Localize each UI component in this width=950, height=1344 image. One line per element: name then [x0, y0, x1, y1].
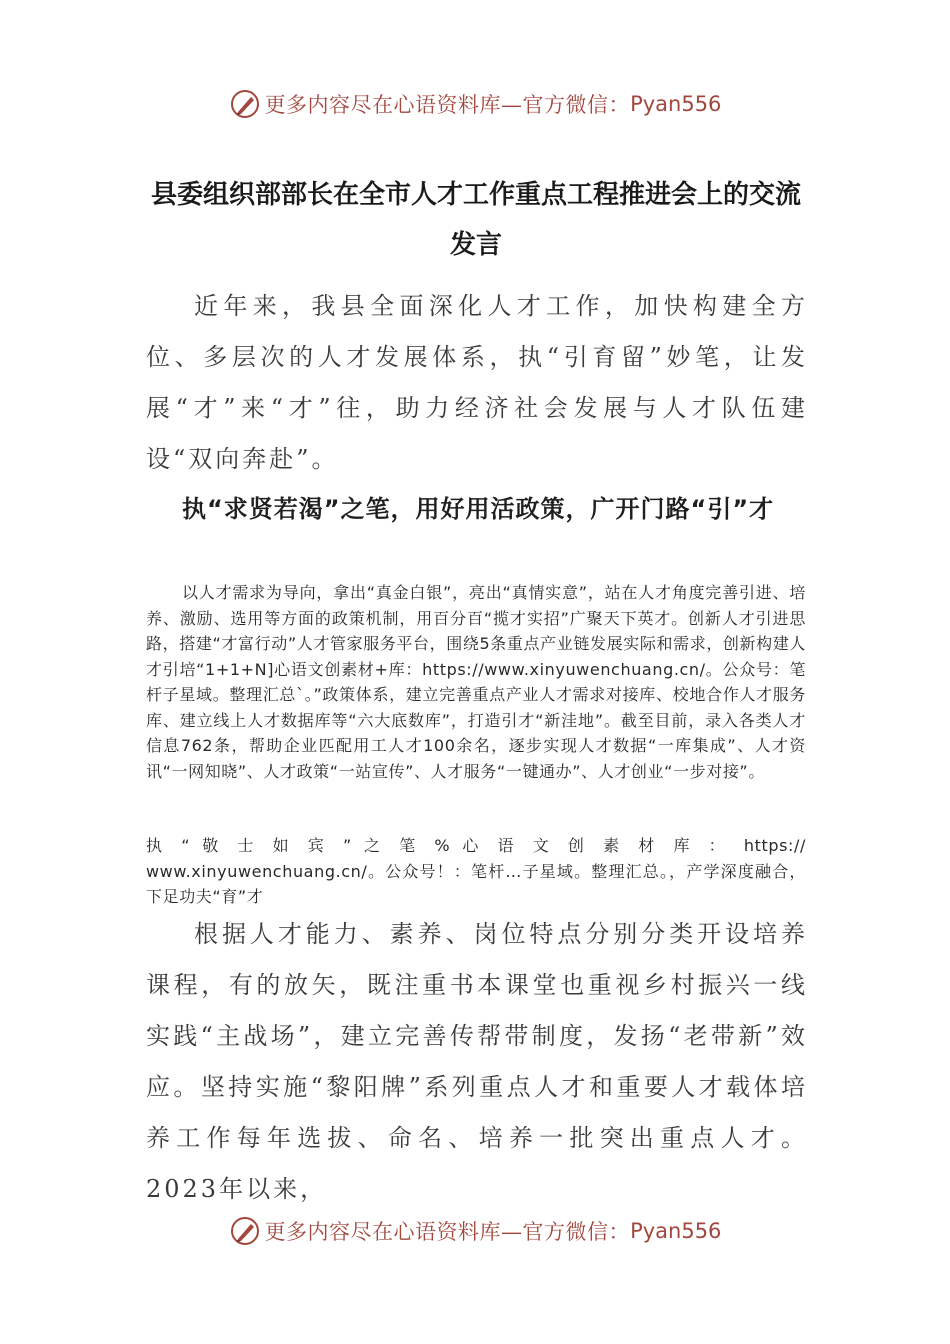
document-title-line-1: 县委组织部部长在全市人才工作重点工程推进会上的交流 [150, 180, 801, 210]
banner-text: 更多内容尽在心语资料库—官方微信： [264, 93, 631, 117]
footer-watermark-banner [0, 1211, 950, 1251]
pen-circle-icon [229, 88, 261, 120]
banner-wechat-id: Pyan556 [630, 92, 722, 116]
section-2-body: 根据人才能力、素养、岗位特点分别分类开设培养课程，有的放矢，既注重书本课堂也重视乡村振兴一线实践“主战场”，建立完善传帮带制度，发扬“老带新”效应。坚持实施“黎阳牌”系列重点人才和重要人才载体培养工作每年选拔、命名、培养一批突出重点人才。2023年以来， [146, 920, 808, 1203]
document-title-line-2: 发言 [449, 230, 502, 260]
section-1-heading: 执“求贤若渴”之笔，用好用活政策，广开门路“引”才 [182, 495, 775, 523]
header-watermark-banner [0, 84, 950, 124]
section-2-heading: 执 “ 敬 士 如 宾 ” 之 笔 % 心 语 文 创 素 材 库 ： https:// www.xinyuwenchuang.cn/。公众号！：笔杆…子星域。整理汇总。，产学深度融合，下足功夫“育”才 [146, 836, 806, 906]
banner-text: 更多内容尽在心语资料库—官方微信： [264, 1220, 631, 1244]
intro-paragraph: 近年来，我县全面深化人才工作，加快构建全方位、多层次的人才发展体系，执“引育留”妙笔，让发展“才”来“才”往，助力经济社会发展与人才队伍建设“双向奔赴”。 [146, 292, 808, 473]
section-1-body: 以人才需求为导向，拿出“真金白银”，亮出“真情实意”，站在人才角度完善引进、培养、激励、选用等方面的政策机制，用百分百“揽才实招”广聚天下英才。创新人才引进思路，搭建“才富行动”人才管家服务平台，围绕5条重点产业链发展实际和需求，创新构建人才引培“1+1+N]心语文创素材+库：https://www.xinyuwenchuang.cn/。公众号：笔杆子星域。整理汇总`。”政策体系，建立完善重点产业人才需求对接库、校地合作人才服务库、建立线上人才数据库等“六大底数库”，打造引才“新洼地”。截至目前，录入各类人才信息762条，帮助企业匹配用工人才100余名，逐步实现人才数据“一库集成”、人才资讯“一网知晓”、人才政策“一站宣传”、人才服务“一键通办”、人才创业“一步对接”。 [146, 583, 806, 781]
banner-wechat-id: Pyan556 [630, 1219, 722, 1243]
pen-circle-icon [229, 1215, 261, 1247]
